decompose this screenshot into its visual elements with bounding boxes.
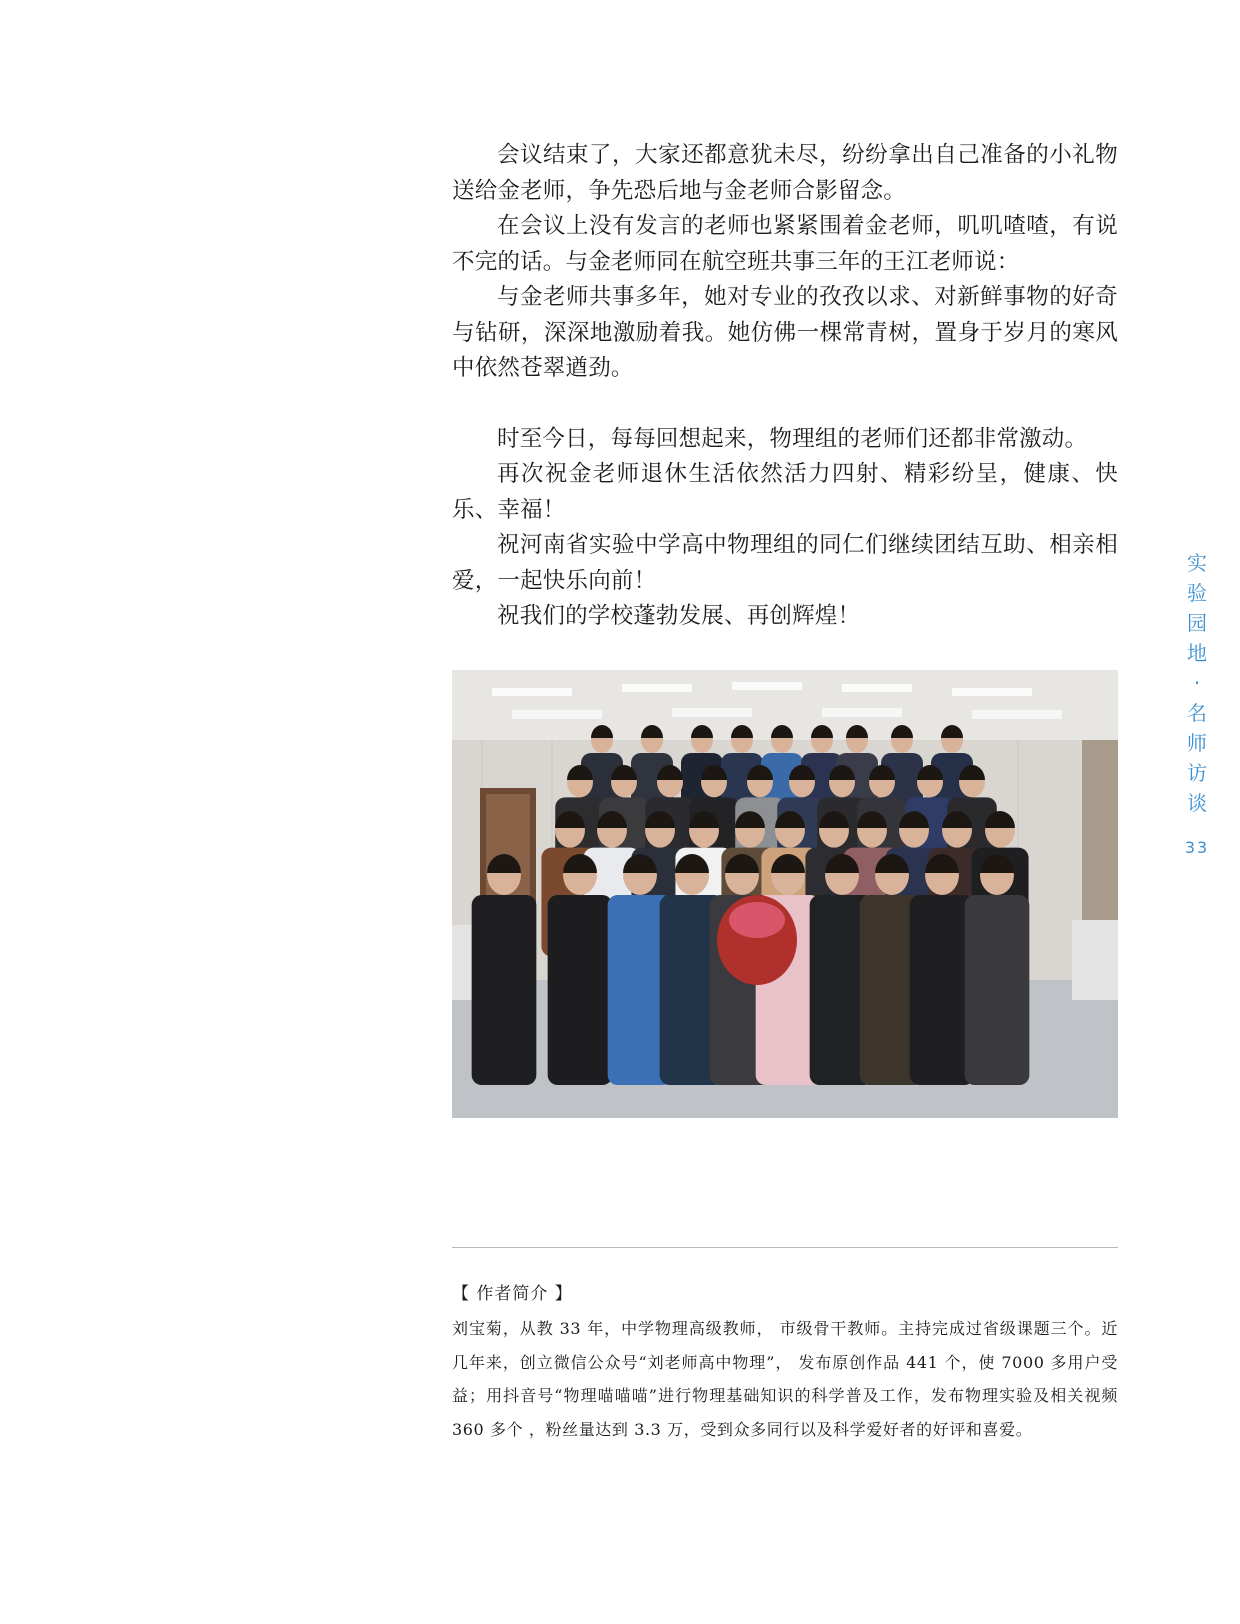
group-photo: [452, 670, 1118, 1118]
article-paragraph: 时至今日，每每回想起来，物理组的老师们还都非常激动。: [497, 425, 1088, 452]
section-title-char: 园: [1187, 611, 1207, 635]
article-paragraph: 祝我们的学校蓬勃发展、再创辉煌！: [497, 603, 861, 629]
section-title-char: 谈: [1187, 791, 1207, 815]
person-body: [965, 895, 1030, 1085]
article-paragraph: 再次祝金老师退休生活依然活力四射、精彩纷呈，健康、快乐、幸福！: [452, 461, 1118, 523]
group-photo-illustration: [452, 670, 1118, 1118]
section-title-char: 地: [1187, 641, 1207, 665]
person-body: [910, 895, 975, 1085]
article-body: [452, 138, 1118, 635]
article-paragraph: 会议结束了，大家还都意犹未尽，纷纷拿出自己准备的小礼物送给金老师，争先恐后地与金老师合影留念。: [452, 142, 1118, 204]
author-bio-text: 刘宝菊，从教 33 年，中学物理高级教师， 市级骨干教师。主持完成过省级课题三个。近几年来，创立微信公众号“刘老师高中物理”， 发布原创作品 441 个，使 7000 多用户受益；用抖音号“物理喵喵喵”进行物理基础知识的科学普及工作，发布物理实验及相关视频 360 多个 ，粉丝量达到 3.3 万，受到众多同行以及科学爱好者的好评和喜爱。: [452, 1319, 1118, 1439]
article-paragraph: 在会议上没有发言的老师也紧紧围着金老师，叽叽喳喳，有说不完的话。与金老师同在航空班共事三年的王江老师说：: [452, 213, 1118, 275]
section-title-char: 实: [1187, 551, 1207, 575]
person-body: [472, 895, 537, 1085]
section-title-char: 访: [1187, 761, 1207, 785]
section-title-char: 名: [1187, 701, 1207, 725]
article-paragraph: 与金老师共事多年，她对专业的孜孜以求、对新鲜事物的好奇与钻研，深深地激励着我。她仿佛一棵常青树，置身于岁月的寒风中依然苍翠遒劲。: [452, 284, 1118, 381]
section-title-char: 师: [1187, 731, 1207, 755]
paragraph-gap: [452, 387, 1118, 422]
section-title-vertical: [1180, 548, 1214, 818]
author-bio: [452, 1280, 1118, 1446]
person-body: [548, 895, 613, 1085]
flower-bouquet-blooms: [729, 902, 785, 938]
section-title-char: 验: [1187, 581, 1207, 605]
page-number: 33: [1184, 838, 1210, 857]
photo-desk-right: [1072, 920, 1118, 1000]
section-divider: [452, 1247, 1118, 1248]
section-title-char: ·: [1193, 671, 1201, 695]
author-bio-heading: 【 作者简介 】: [452, 1284, 573, 1304]
article-paragraph: 祝河南省实验中学高中物理组的同仁们继续团结互助、相亲相爱，一起快乐向前！: [452, 532, 1118, 594]
